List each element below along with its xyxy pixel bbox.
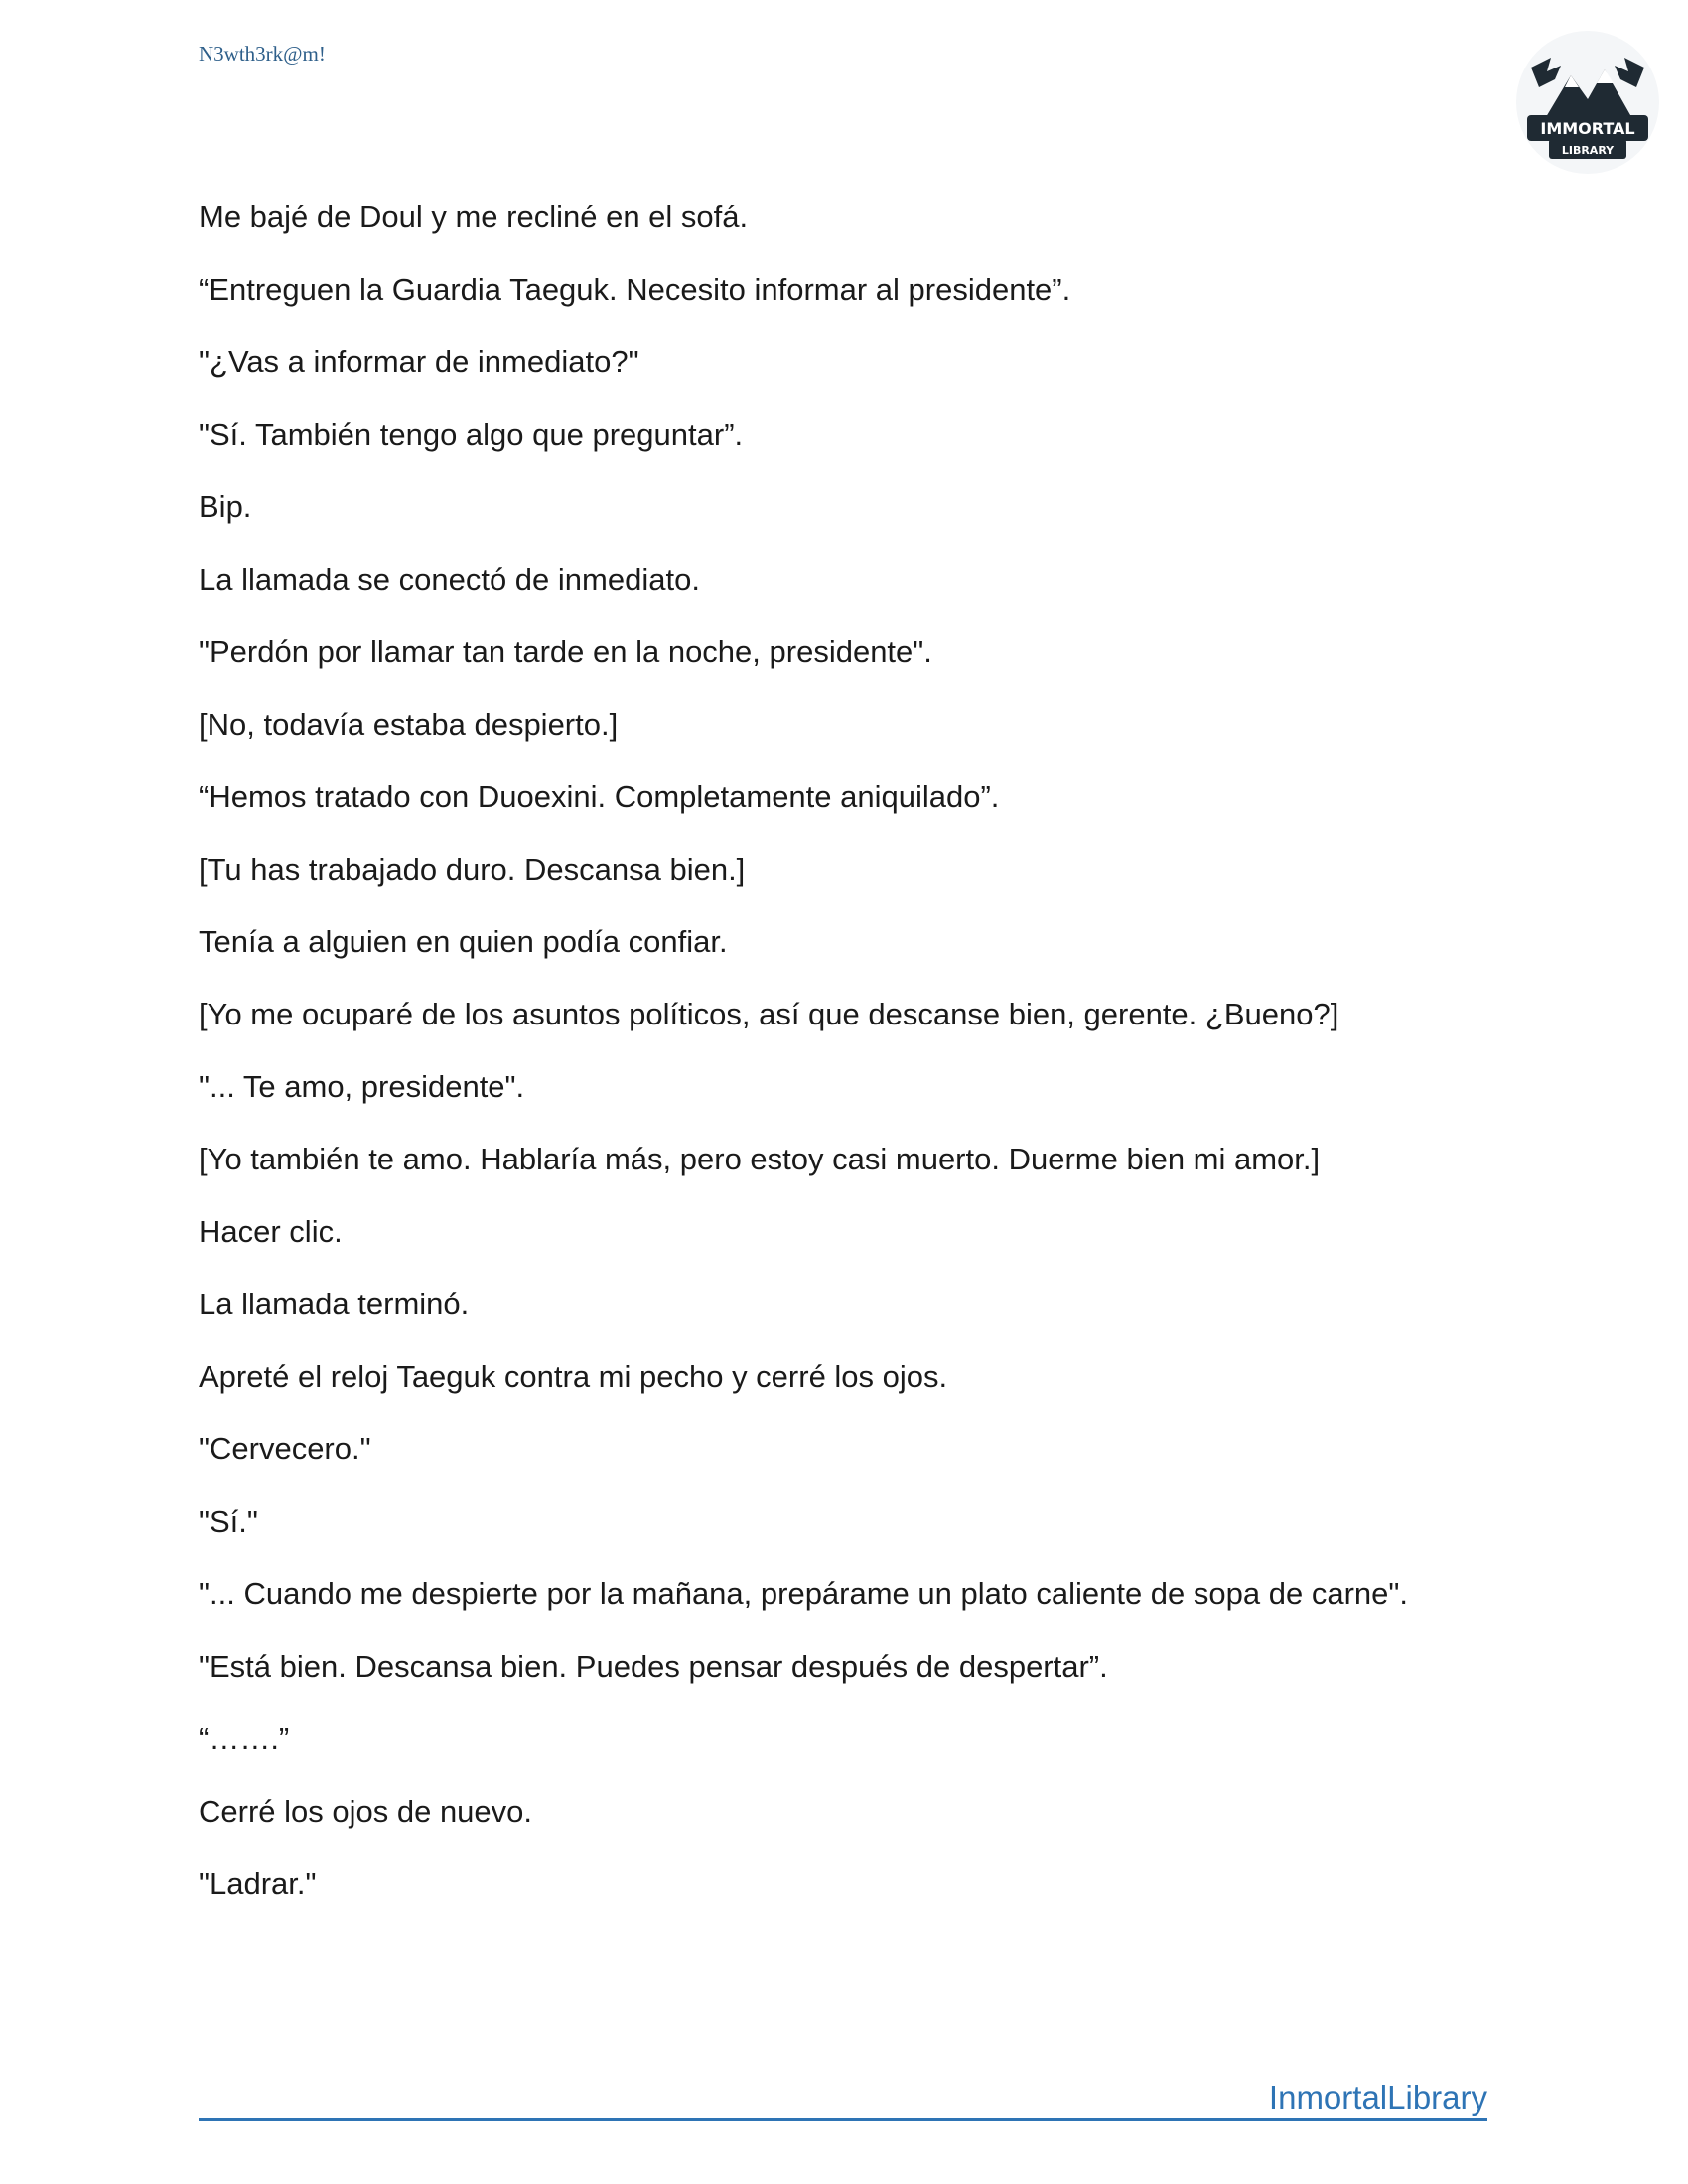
svg-text:IMMORTAL: IMMORTAL: [1540, 119, 1635, 138]
immortal-library-logo: [1513, 28, 1662, 177]
paragraph: "Cervecero.": [199, 1432, 371, 1466]
paragraph: La llamada terminó.: [199, 1287, 470, 1321]
paragraph: Apreté el reloj Taeguk contra mi pecho y cerré los ojos.: [199, 1359, 948, 1394]
header-watermark: N3wth3rk@m!: [199, 42, 326, 66]
paragraph: Hacer clic.: [199, 1214, 343, 1249]
paragraph: Me bajé de Doul y me recliné en el sofá.: [199, 200, 749, 234]
paragraph: “…….”: [199, 1721, 290, 1756]
paragraph: [Tu has trabajado duro. Descansa bien.]: [199, 852, 746, 887]
paragraph: "Sí. También tengo algo que preguntar”.: [199, 417, 744, 452]
paragraph: [No, todavía estaba despierto.]: [199, 707, 619, 742]
paragraph: Cerré los ojos de nuevo.: [199, 1794, 533, 1829]
paragraph: Bip.: [199, 489, 252, 524]
chapter-text: [199, 197, 1489, 1936]
paragraph: [Yo también te amo. Hablaría más, pero estoy casi muerto. Duerme bien mi amor.]: [199, 1142, 1321, 1176]
paragraph: [Yo me ocuparé de los asuntos políticos, así que descanse bien, gerente. ¿Bueno?]: [199, 997, 1339, 1031]
logo-emblem-icon: [1513, 28, 1662, 177]
paragraph: La llamada se conectó de inmediato.: [199, 562, 700, 597]
paragraph: "Ladrar.": [199, 1866, 317, 1901]
paragraph: "Sí.": [199, 1504, 258, 1539]
paragraph: “Hemos tratado con Duoexini. Completamente aniquilado”.: [199, 779, 1000, 814]
paragraph: “Entreguen la Guardia Taeguk. Necesito informar al presidente”.: [199, 272, 1071, 307]
footer-inmortal-library-link[interactable]: InmortalLibrary: [199, 2077, 1487, 2121]
paragraph: "Está bien. Descansa bien. Puedes pensar después de despertar”.: [199, 1649, 1108, 1684]
paragraph: "¿Vas a informar de inmediato?": [199, 344, 639, 379]
paragraph: "... Te amo, presidente".: [199, 1069, 525, 1104]
paragraph: "... Cuando me despierte por la mañana, prepárame un plato caliente de sopa de carne".: [199, 1576, 1408, 1611]
paragraph: Tenía a alguien en quien podía confiar.: [199, 924, 728, 959]
paragraph: "Perdón por llamar tan tarde en la noche, presidente".: [199, 634, 932, 669]
svg-text:LIBRARY: LIBRARY: [1561, 144, 1615, 157]
